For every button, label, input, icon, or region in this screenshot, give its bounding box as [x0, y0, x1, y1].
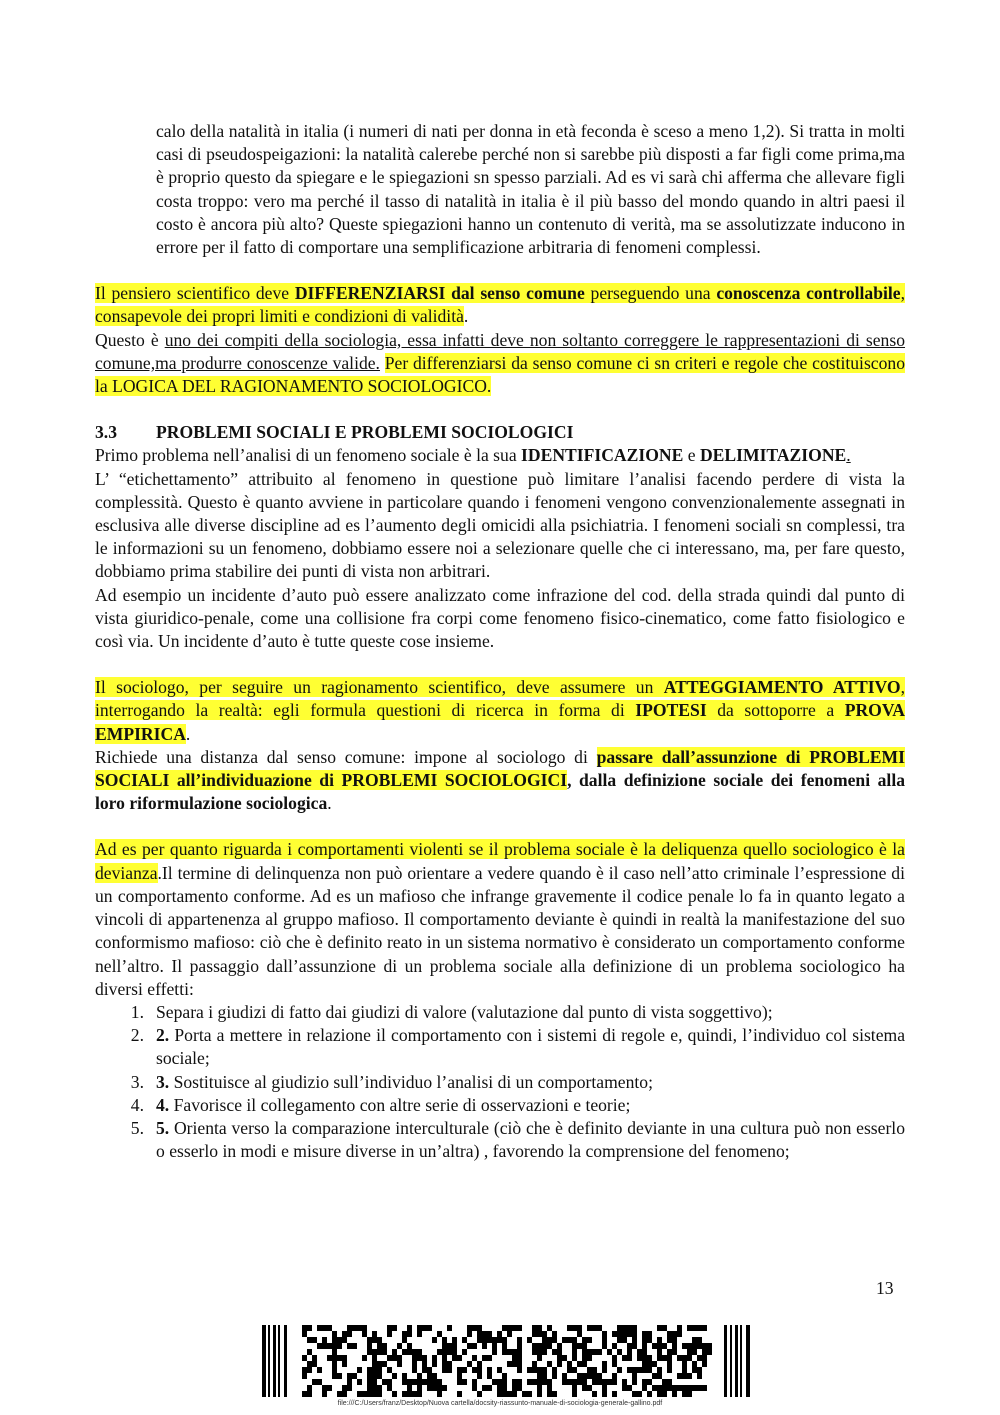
highlight-text: Ad es per quanto riguarda i comportamenti violenti se il problema sociale è la deliquenza quello sociologico è la devianza [95, 839, 905, 883]
paragraph-active-attitude: Il sociologo, per seguire un ragionamento scientifico, deve assumere un ATTEGGIAMENTO ATTIVO, interrogando la realtà: egli formula questioni di ricerca in forma di IPOTESI da sottoporre a PROVA EMPIRICA. [95, 677, 905, 744]
paragraph-car-accident: Ad esempio un incidente d’auto può essere analizzato come infrazione del cod. della strada quindi dal punto di vista giuridico-penale, come una collisione fra corpi come fenomeno fisico-cinematico, come fatto fisiologico e così via. Un incidente d’auto è tutte queste cose insieme. [95, 584, 905, 652]
list-item: 2. 2. Porta a mettere in relazione il comportamento con i sistemi di regole e, quindi, l’individuo col sistema sociale; [130, 1025, 905, 1069]
highlight-text: Il sociologo, per seguire un ragionamento scientifico, deve assumere un ATTEGGIAMENTO ATTIVO, interrogando la realtà: egli formula questioni di ricerca in forma di IPOTESI da sottoporre a PROVA EMPIRICA [95, 677, 905, 744]
list-item: 1. Separa i giudizi di fatto dai giudizi di valore (valutazione dal punto di vista soggettivo); [130, 1001, 773, 1022]
footer-file-path: file:///C:/Users/franz/Desktop/Nuova cartella/docsity-riassunto-manuale-di-sociologia-generale-gallino.pdf [337, 1400, 663, 1407]
highlight-text: Il pensiero scientifico deve DIFFERENZIARSI dal senso comune perseguendo una conoscenza controllabile, consapevole dei propri limiti e condizioni di validità [95, 283, 905, 327]
highlight-text: Per differenziarsi da senso comune ci sn criteri e regole che costituiscono la LOGICA DEL RAGIONAMENTO SOCIOLOGICO. [95, 352, 905, 397]
paragraph-scientific-thinking: Il pensiero scientifico deve DIFFERENZIARSI dal senso comune perseguendo una conoscenza controllabile, consapevole dei propri limiti e condizioni di validità. [95, 283, 905, 327]
section-number: 3.3 [95, 422, 117, 443]
document-page [95, 120, 905, 1163]
paragraph-labeling: L’ “etichettamento” attribuito al fenomeno in questione può limitare l’analisi facendo perdere di vista la complessità. Questo è quanto avviene in particolare quando i fenomeni vengono convenzionalemente assegnati in esclusiva alle diverse discipline ad es l’aumento degli omicidi alla psichiatria. I fenomeni sociali sn complessi, tra le informazioni su un fenomeno, dobbiamo essere noi a selezionare quelle che ci interessano, ma, per fare questo, dobbiamo prima stabilire dei punti di vista non arbitrari. [95, 468, 905, 582]
list-item: 4. 4. Favorisce il collegamento con altre serie di osservazioni e teorie; [130, 1094, 631, 1115]
paragraph-identification: Primo problema nell’analisi di un fenomeno sociale è la sua IDENTIFICAZIONE e DELIMITAZIONE. [95, 445, 851, 466]
underlined-text: uno dei compiti della sociologia, essa infatti deve non soltanto correggere le rappresentazioni di senso comune,ma produrre conoscenze valide. [95, 329, 906, 373]
section-heading [95, 421, 905, 444]
list-item: 3. 3. Sostituisce al giudizio sull’individuo l’analisi di un comportamento; [130, 1071, 653, 1092]
paragraph-distance-common-sense: Richiede una distanza dal senso comune: impone al sociologo di passare dall’assunzione di PROBLEMI SOCIALI all’individuazione di PROBLEMI SOCIOLOGICI, dalla definizione sociale dei fenomeni alla loro riformulazione sociologica. [95, 746, 906, 814]
barcode-icon [262, 1325, 750, 1397]
effects-list [95, 1001, 905, 1163]
paragraph-deviance: Ad es per quanto riguarda i comportamenti violenti se il problema sociale è la deliquenza quello sociologico è la devianza.Il termine di delinquenza non può orientare a vedere quando è il caso nell’atto criminale l’espressione di un comportamento conforme. Ad es un mafioso che infrange gravemente il codice penale lo fa in quanto legato a vincoli di appartenenza al gruppo mafioso. Il comportamento deviante è quindi in realtà la manifestazione del suo conformismo mafioso: ciò che è definito reato in un sistema normativo è considerato un comportamento conforme nell’altro. Il passaggio dall’assunzione di un problema sociale alla definizione di un problema sociologico ha diversi effetti: [95, 839, 905, 999]
paragraph-sociology-task: Questo è uno dei compiti della sociologia, essa infatti deve non soltanto correggere le rappresentazioni di senso comune,ma produrre conoscenze valide. Per differenziarsi da senso comune ci sn criteri e regole che costituiscono la LOGICA DEL RAGIONAMENTO SOCIOLOGICO. [95, 329, 906, 397]
intro-paragraph: calo della natalità in italia (i numeri di nati per donna in età feconda è sceso a meno 1,2). Si tratta in molti casi di pseudospeigazioni: la natalità calerebe perché non si sarebbe più disposti a far figli come prima,ma è proprio questo da spiegare e le spiegazioni sn spesso parziali. Ad es vi sarà chi afferma che allevare figli costa troppo: vero ma perché il tasso di natalità in italia è il più basso del mondo quando in altri paesi il costo è ancora più alto? Queste spiegazioni hanno un contenuto di verità, ma se assolutizzate inducono in errore per il fatto di comportare una semplificazione arbitraria di fenomeni complessi. [156, 121, 905, 258]
page-number: 13 [876, 1278, 894, 1298]
section-title: PROBLEMI SOCIALI E PROBLEMI SOCIOLOGICI [156, 422, 574, 443]
highlight-text: passare dall’assunzione di PROBLEMI SOCIALI all’individuazione di PROBLEMI SOCIOLOGICI [95, 746, 905, 791]
list-item: 5. 5. Orienta verso la comparazione interculturale (ciò che è definito deviante in una cultura può non esserlo o esserlo in modi e misure diverse in un’altra) , favorendo la comprensione del fenomeno; [130, 1117, 905, 1162]
